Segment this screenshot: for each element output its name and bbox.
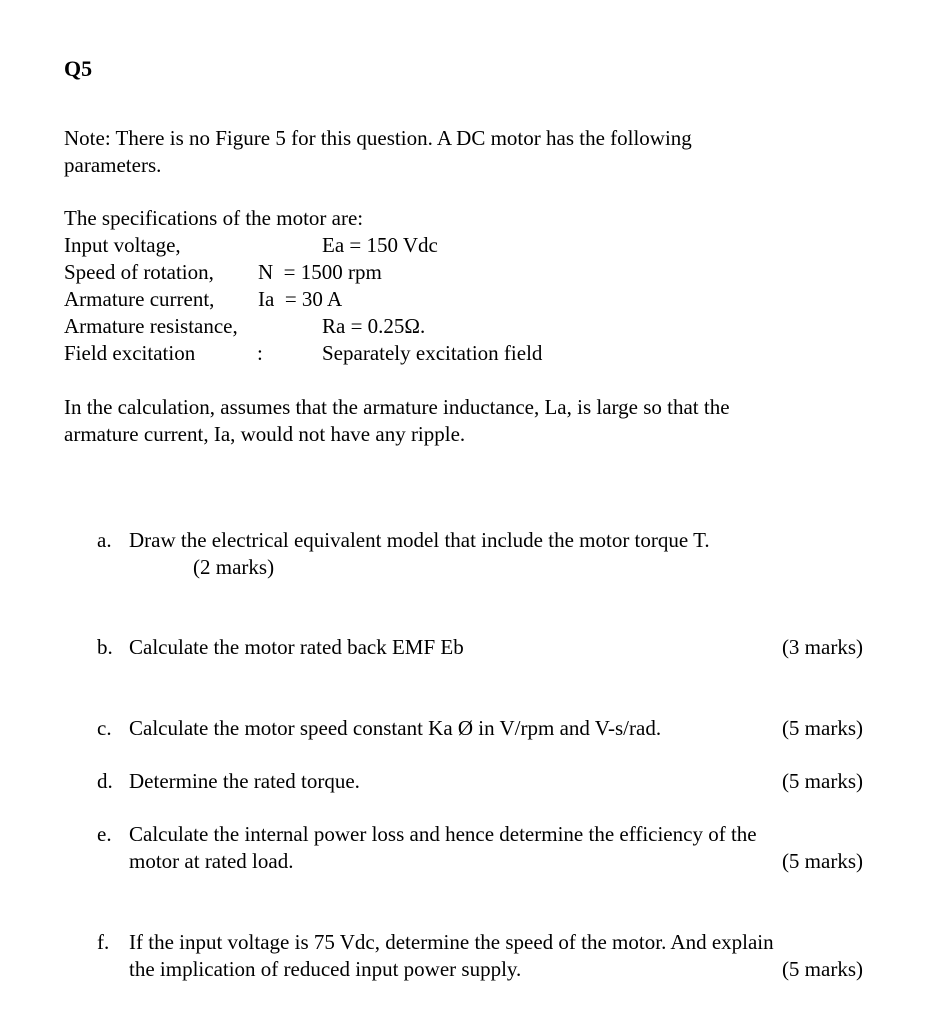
spec-label: Speed of rotation, [64,260,214,284]
part-text: Determine the rated torque. [129,769,360,793]
spec-value: Separately excitation field [322,341,543,365]
part-text: Calculate the motor speed constant Ka Ø in V/rpm and V-s/rad. [129,716,662,740]
part-marks: (5 marks) [781,769,863,793]
spec-label: Armature current, [64,287,215,311]
part-letter: f. [97,930,110,954]
spec-value: Ia = 30 A [258,287,343,311]
spec-label: Armature resistance, [64,314,238,338]
part-marks: (2 marks) [193,555,275,579]
part-marks: (3 marks) [781,635,863,659]
spec-label: Field excitation [64,341,196,365]
spec-value: Ea = 150 Vdc [322,233,438,257]
part-marks: (5 marks) [781,957,863,981]
assumption-line-2: armature current, Ia, would not have any ripple. [64,422,466,446]
note-line-2: parameters. [64,153,162,177]
spec-separator: : [257,341,263,365]
part-text: If the input voltage is 75 Vdc, determine the speed of the motor. And explain [129,930,774,954]
part-text: Calculate the internal power loss and hence determine the efficiency of the [129,822,757,846]
part-text: Calculate the motor rated back EMF Eb [129,635,464,659]
part-marks: (5 marks) [781,716,863,740]
part-letter: a. [97,528,112,552]
part-text-line-2: motor at rated load. [129,849,294,873]
part-marks: (5 marks) [781,849,863,873]
spec-value: Ra = 0.25Ω. [322,314,426,338]
part-text-line-2: the implication of reduced input power supply. [129,957,522,981]
part-letter: b. [97,635,113,659]
question-title: Q5 [64,56,93,81]
specs-heading: The specifications of the motor are: [64,206,364,230]
spec-label: Input voltage, [64,233,181,257]
assumption-line-1: In the calculation, assumes that the armature inductance, La, is large so that the [64,395,730,419]
part-letter: d. [97,769,113,793]
part-letter: c. [97,716,112,740]
spec-value: N = 1500 rpm [258,260,382,284]
part-text: Draw the electrical equivalent model that include the motor torque T. [129,528,710,552]
note-line-1: Note: There is no Figure 5 for this question. A DC motor has the following [64,126,692,150]
part-letter: e. [97,822,112,846]
